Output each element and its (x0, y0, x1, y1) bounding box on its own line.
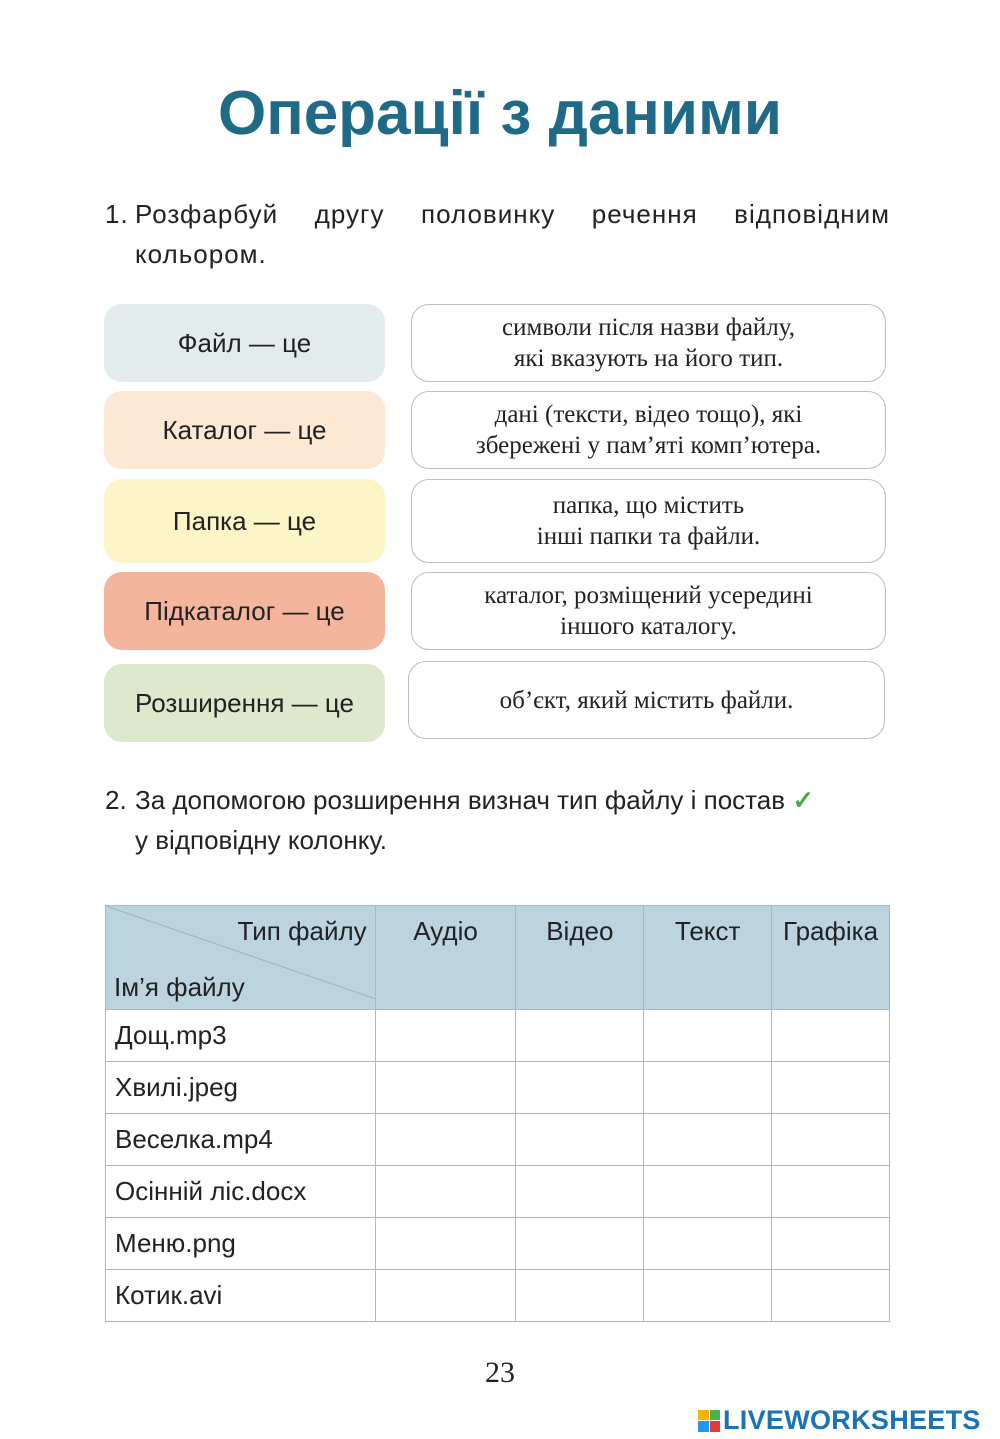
definition-box-3[interactable] (411, 479, 886, 563)
answer-cell[interactable] (644, 1062, 772, 1114)
answer-cell[interactable] (516, 1218, 644, 1270)
corner-label-name: Ім’я файлу (114, 972, 245, 1002)
table-row (106, 1166, 890, 1218)
definition-line: збережені у пам’яті комп’ютера. (475, 432, 822, 459)
table-corner-header (106, 906, 376, 1010)
answer-cell[interactable] (772, 1114, 890, 1166)
column-header-graphics: Графіка (772, 906, 890, 1010)
task-2-text-2: у відповідну колонку. (135, 825, 387, 855)
column-header-video: Відео (516, 906, 644, 1010)
definition-line: каталог, розміщений усередині (484, 582, 813, 609)
answer-cell[interactable] (644, 1166, 772, 1218)
column-header-audio: Аудіо (375, 906, 516, 1010)
answer-cell[interactable] (516, 1114, 644, 1166)
answer-cell[interactable] (644, 1010, 772, 1062)
task-2-instruction (105, 780, 890, 860)
answer-cell[interactable] (375, 1114, 516, 1166)
file-name-cell: Меню.png (106, 1218, 376, 1270)
task-1-number: 1. (105, 199, 129, 229)
task-2-text: За допомогою розширення визнач тип файлу і постав (135, 785, 786, 815)
page-number: 23 (485, 1356, 515, 1389)
table-row (106, 1010, 890, 1062)
term-box-catalog: Каталог — це (104, 391, 385, 469)
file-name-cell: Осінній ліс.docx (106, 1166, 376, 1218)
answer-cell[interactable] (644, 1218, 772, 1270)
liveworksheets-icon (698, 1410, 720, 1432)
answer-cell[interactable] (516, 1166, 644, 1218)
table-row (106, 1218, 890, 1270)
file-name-cell: Дощ.mp3 (106, 1010, 376, 1062)
definition-line: об’єкт, який містить файли. (499, 686, 794, 714)
table-row (106, 1114, 890, 1166)
definition-box-5[interactable] (408, 661, 885, 739)
answer-cell[interactable] (516, 1010, 644, 1062)
term-box-subcatalog: Підкаталог — це (104, 572, 385, 650)
task-2-number: 2. (105, 785, 127, 815)
table-row (106, 1270, 890, 1322)
file-name-cell: Котик.avi (106, 1270, 376, 1322)
definition-line: дані (тексти, відео тощо), які (494, 401, 803, 428)
term-box-extension: Розширення — це (104, 664, 385, 742)
term-box-folder: Папка — це (104, 479, 385, 563)
file-name-cell: Хвилі.jpeg (106, 1062, 376, 1114)
task-1-text: Розфарбуй другу половинку речення відповідним кольором. (135, 199, 890, 269)
answer-cell[interactable] (772, 1062, 890, 1114)
liveworksheets-logo (698, 1405, 981, 1436)
check-mark-icon: ✓ (792, 785, 815, 815)
answer-cell[interactable] (516, 1062, 644, 1114)
corner-label-type: Тип файлу (237, 916, 367, 946)
task-1-instruction (105, 194, 890, 274)
file-type-table (105, 905, 890, 1322)
answer-cell[interactable] (375, 1270, 516, 1322)
definition-box-1[interactable] (411, 304, 886, 382)
definition-line: папка, що містить (552, 492, 745, 519)
answer-cell[interactable] (772, 1166, 890, 1218)
answer-cell[interactable] (375, 1166, 516, 1218)
answer-cell[interactable] (375, 1218, 516, 1270)
answer-cell[interactable] (772, 1010, 890, 1062)
page-title: Операції з даними (218, 79, 782, 148)
answer-cell[interactable] (644, 1114, 772, 1166)
watermark-text: LIVEWORKSHEETS (723, 1405, 981, 1435)
table-row (106, 1062, 890, 1114)
answer-cell[interactable] (772, 1218, 890, 1270)
answer-cell[interactable] (644, 1270, 772, 1322)
answer-cell[interactable] (772, 1270, 890, 1322)
column-header-text: Текст (644, 906, 772, 1010)
answer-cell[interactable] (375, 1010, 516, 1062)
answer-cell[interactable] (375, 1062, 516, 1114)
definition-line: інші папки та файли. (536, 523, 761, 550)
definition-box-2[interactable] (411, 391, 886, 469)
file-name-cell: Веселка.mp4 (106, 1114, 376, 1166)
definition-box-4[interactable] (411, 572, 886, 650)
definition-line: які вказують на його тип. (513, 345, 784, 372)
answer-cell[interactable] (516, 1270, 644, 1322)
term-box-file: Файл — це (104, 304, 385, 382)
definition-line: символи після назви файлу, (501, 314, 796, 341)
definition-line: іншого каталогу. (560, 613, 737, 640)
